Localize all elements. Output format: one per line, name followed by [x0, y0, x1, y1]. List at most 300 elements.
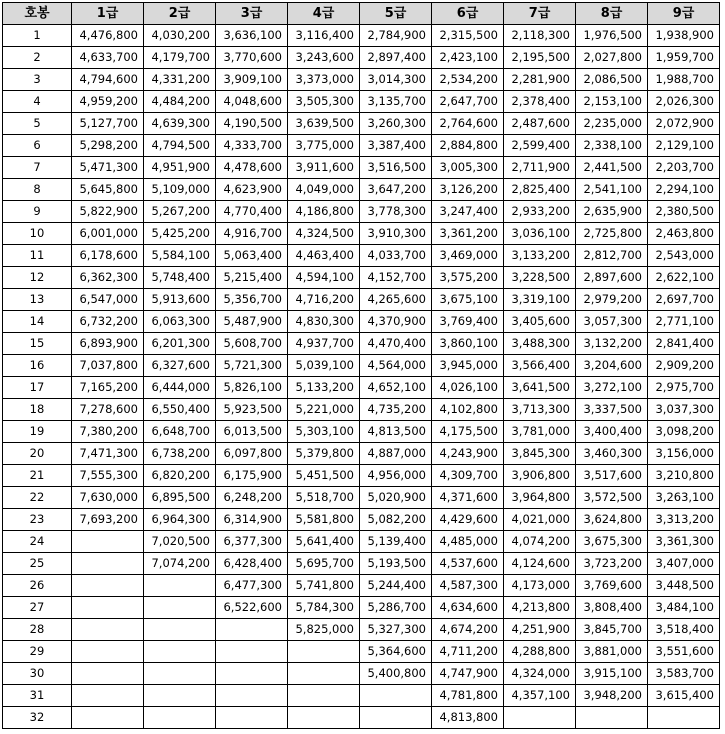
salary-cell: 5,487,900	[216, 311, 288, 333]
salary-cell: 3,636,100	[216, 25, 288, 47]
salary-cell: 4,781,800	[432, 685, 504, 707]
table-row	[3, 289, 720, 311]
table-row	[3, 135, 720, 157]
salary-cell: 3,448,500	[648, 575, 720, 597]
salary-cell: 4,916,700	[216, 223, 288, 245]
table-row	[3, 619, 720, 641]
salary-cell: 6,893,900	[72, 333, 144, 355]
salary-cell: 4,324,000	[504, 663, 576, 685]
table-header	[3, 3, 720, 25]
salary-cell: 5,193,500	[360, 553, 432, 575]
salary-cell: 3,781,000	[504, 421, 576, 443]
salary-cell: 2,027,800	[576, 47, 648, 69]
salary-cell: 2,622,100	[648, 267, 720, 289]
salary-cell: 5,748,400	[144, 267, 216, 289]
salary-cell: 4,830,300	[288, 311, 360, 333]
column-header-grade-6: 6급	[432, 3, 504, 25]
salary-cell: 3,945,000	[432, 355, 504, 377]
step-cell: 4	[3, 91, 72, 113]
salary-cell: 2,825,400	[504, 179, 576, 201]
salary-cell: 4,213,800	[504, 597, 576, 619]
salary-cell: 4,956,000	[360, 465, 432, 487]
salary-cell: 7,165,200	[72, 377, 144, 399]
salary-cell: 3,615,400	[648, 685, 720, 707]
salary-cell: 3,037,300	[648, 399, 720, 421]
salary-cell: 3,948,200	[576, 685, 648, 707]
salary-cell: 1,976,500	[576, 25, 648, 47]
salary-cell: 7,278,600	[72, 399, 144, 421]
salary-cell: 6,738,200	[144, 443, 216, 465]
salary-cell: 5,581,800	[288, 509, 360, 531]
table-row	[3, 575, 720, 597]
salary-cell: 5,584,100	[144, 245, 216, 267]
salary-cell: 2,812,700	[576, 245, 648, 267]
step-cell: 32	[3, 707, 72, 729]
salary-cell: 4,639,300	[144, 113, 216, 135]
column-header-grade-2: 2급	[144, 3, 216, 25]
salary-cell: 6,063,300	[144, 311, 216, 333]
salary-cell: 4,152,700	[360, 267, 432, 289]
salary-cell: 4,026,100	[432, 377, 504, 399]
salary-cell: 3,915,100	[576, 663, 648, 685]
salary-cell: 5,451,500	[288, 465, 360, 487]
salary-cell: 4,735,200	[360, 399, 432, 421]
salary-cell	[288, 707, 360, 729]
salary-cell: 2,543,000	[648, 245, 720, 267]
salary-cell: 3,135,700	[360, 91, 432, 113]
salary-cell: 2,281,900	[504, 69, 576, 91]
table-row	[3, 113, 720, 135]
salary-cell: 4,331,200	[144, 69, 216, 91]
step-cell: 21	[3, 465, 72, 487]
salary-cell	[144, 707, 216, 729]
salary-cell: 2,534,200	[432, 69, 504, 91]
table-body	[3, 25, 720, 729]
column-header-grade-5: 5급	[360, 3, 432, 25]
salary-cell: 2,294,100	[648, 179, 720, 201]
salary-cell: 4,959,200	[72, 91, 144, 113]
salary-cell: 5,825,000	[288, 619, 360, 641]
salary-cell: 4,463,400	[288, 245, 360, 267]
salary-cell: 3,860,100	[432, 333, 504, 355]
table-row	[3, 47, 720, 69]
column-header-grade-8: 8급	[576, 3, 648, 25]
salary-cell: 4,251,900	[504, 619, 576, 641]
column-header-step: 호봉	[3, 3, 72, 25]
step-cell: 2	[3, 47, 72, 69]
salary-cell: 3,505,300	[288, 91, 360, 113]
table-row	[3, 245, 720, 267]
salary-cell: 2,541,100	[576, 179, 648, 201]
salary-cell: 3,116,400	[288, 25, 360, 47]
salary-cell: 4,030,200	[144, 25, 216, 47]
salary-cell: 6,314,900	[216, 509, 288, 531]
table-row	[3, 487, 720, 509]
salary-cell: 5,471,300	[72, 157, 144, 179]
salary-cell	[72, 685, 144, 707]
salary-cell	[72, 553, 144, 575]
step-cell: 9	[3, 201, 72, 223]
table-row	[3, 267, 720, 289]
step-cell: 23	[3, 509, 72, 531]
step-cell: 3	[3, 69, 72, 91]
table-row	[3, 311, 720, 333]
salary-cell	[216, 641, 288, 663]
salary-cell: 3,909,100	[216, 69, 288, 91]
salary-cell: 7,555,300	[72, 465, 144, 487]
salary-cell: 3,675,300	[576, 531, 648, 553]
salary-cell	[72, 663, 144, 685]
salary-cell: 4,357,100	[504, 685, 576, 707]
table-row	[3, 69, 720, 91]
salary-cell: 6,248,200	[216, 487, 288, 509]
step-cell: 7	[3, 157, 72, 179]
salary-cell: 2,933,200	[504, 201, 576, 223]
salary-cell: 5,127,700	[72, 113, 144, 135]
salary-cell: 3,778,300	[360, 201, 432, 223]
salary-cell: 5,063,400	[216, 245, 288, 267]
salary-cell: 4,429,600	[432, 509, 504, 531]
table-row	[3, 641, 720, 663]
salary-cell: 3,361,200	[432, 223, 504, 245]
salary-cell: 6,175,900	[216, 465, 288, 487]
step-cell: 6	[3, 135, 72, 157]
salary-cell: 2,380,500	[648, 201, 720, 223]
salary-cell: 4,674,200	[432, 619, 504, 641]
salary-cell: 5,139,400	[360, 531, 432, 553]
salary-cell: 7,074,200	[144, 553, 216, 575]
salary-cell: 5,286,700	[360, 597, 432, 619]
column-header-grade-7: 7급	[504, 3, 576, 25]
salary-cell: 4,887,000	[360, 443, 432, 465]
salary-cell: 3,319,100	[504, 289, 576, 311]
salary-cell: 6,522,600	[216, 597, 288, 619]
salary-cell	[648, 707, 720, 729]
salary-cell: 3,516,500	[360, 157, 432, 179]
step-cell: 11	[3, 245, 72, 267]
salary-cell: 4,190,500	[216, 113, 288, 135]
salary-cell: 4,265,600	[360, 289, 432, 311]
salary-cell: 4,333,700	[216, 135, 288, 157]
salary-cell: 4,794,500	[144, 135, 216, 157]
step-cell: 24	[3, 531, 72, 553]
salary-cell: 3,488,300	[504, 333, 576, 355]
salary-cell: 3,247,400	[432, 201, 504, 223]
table-row	[3, 157, 720, 179]
table-row	[3, 685, 720, 707]
salary-cell: 2,315,500	[432, 25, 504, 47]
step-cell: 25	[3, 553, 72, 575]
salary-cell: 6,428,400	[216, 553, 288, 575]
header-row	[3, 3, 720, 25]
salary-cell: 7,471,300	[72, 443, 144, 465]
step-cell: 15	[3, 333, 72, 355]
salary-cell: 4,813,800	[432, 707, 504, 729]
salary-cell: 4,173,000	[504, 575, 576, 597]
salary-cell: 2,697,700	[648, 289, 720, 311]
salary-cell: 5,741,800	[288, 575, 360, 597]
salary-cell: 3,713,300	[504, 399, 576, 421]
salary-cell: 4,623,900	[216, 179, 288, 201]
salary-cell: 2,711,900	[504, 157, 576, 179]
salary-cell	[72, 619, 144, 641]
column-header-grade-1: 1급	[72, 3, 144, 25]
step-cell: 22	[3, 487, 72, 509]
salary-cell: 2,441,500	[576, 157, 648, 179]
salary-cell: 2,884,800	[432, 135, 504, 157]
salary-cell: 4,951,900	[144, 157, 216, 179]
salary-cell: 6,732,200	[72, 311, 144, 333]
step-cell: 13	[3, 289, 72, 311]
salary-cell: 4,537,600	[432, 553, 504, 575]
salary-cell: 2,423,100	[432, 47, 504, 69]
salary-cell: 4,484,200	[144, 91, 216, 113]
salary-cell: 7,630,000	[72, 487, 144, 509]
salary-cell: 4,049,000	[288, 179, 360, 201]
salary-cell	[288, 663, 360, 685]
salary-cell: 4,770,400	[216, 201, 288, 223]
salary-cell: 6,477,300	[216, 575, 288, 597]
salary-cell: 4,033,700	[360, 245, 432, 267]
salary-cell: 3,407,000	[648, 553, 720, 575]
salary-cell: 6,097,800	[216, 443, 288, 465]
table-row	[3, 553, 720, 575]
salary-cell: 5,364,600	[360, 641, 432, 663]
salary-cell: 3,624,800	[576, 509, 648, 531]
salary-cell	[216, 707, 288, 729]
salary-cell: 2,195,500	[504, 47, 576, 69]
table-row	[3, 333, 720, 355]
salary-cell: 3,210,800	[648, 465, 720, 487]
salary-cell: 2,897,400	[360, 47, 432, 69]
salary-cell: 3,769,400	[432, 311, 504, 333]
step-cell: 16	[3, 355, 72, 377]
step-cell: 1	[3, 25, 72, 47]
salary-cell: 5,923,500	[216, 399, 288, 421]
salary-cell: 3,133,200	[504, 245, 576, 267]
salary-cell: 2,203,700	[648, 157, 720, 179]
salary-cell: 4,186,800	[288, 201, 360, 223]
salary-cell: 4,711,200	[432, 641, 504, 663]
salary-cell	[72, 707, 144, 729]
salary-cell: 3,260,300	[360, 113, 432, 135]
step-cell: 5	[3, 113, 72, 135]
table-row	[3, 465, 720, 487]
salary-cell: 3,639,500	[288, 113, 360, 135]
salary-cell: 5,082,200	[360, 509, 432, 531]
salary-cell: 6,648,700	[144, 421, 216, 443]
salary-cell: 6,327,600	[144, 355, 216, 377]
salary-cell: 2,841,400	[648, 333, 720, 355]
salary-cell	[144, 619, 216, 641]
salary-cell: 3,460,300	[576, 443, 648, 465]
salary-cell: 5,215,400	[216, 267, 288, 289]
salary-cell: 6,895,500	[144, 487, 216, 509]
salary-cell: 2,118,300	[504, 25, 576, 47]
step-cell: 30	[3, 663, 72, 685]
salary-cell: 4,476,800	[72, 25, 144, 47]
salary-cell: 3,910,300	[360, 223, 432, 245]
salary-cell: 7,020,500	[144, 531, 216, 553]
salary-cell: 3,014,300	[360, 69, 432, 91]
table-row	[3, 531, 720, 553]
step-cell: 31	[3, 685, 72, 707]
salary-cell: 3,057,300	[576, 311, 648, 333]
salary-cell: 5,518,700	[288, 487, 360, 509]
step-cell: 19	[3, 421, 72, 443]
salary-cell: 4,021,000	[504, 509, 576, 531]
salary-cell: 2,784,900	[360, 25, 432, 47]
step-cell: 27	[3, 597, 72, 619]
salary-cell: 4,370,900	[360, 311, 432, 333]
salary-cell: 2,599,400	[504, 135, 576, 157]
salary-cell: 4,633,700	[72, 47, 144, 69]
salary-cell	[216, 663, 288, 685]
salary-cell: 2,338,100	[576, 135, 648, 157]
salary-cell: 3,906,800	[504, 465, 576, 487]
salary-cell: 3,484,100	[648, 597, 720, 619]
salary-cell	[144, 663, 216, 685]
salary-cell: 4,074,200	[504, 531, 576, 553]
salary-cell: 4,564,000	[360, 355, 432, 377]
salary-cell: 5,400,800	[360, 663, 432, 685]
salary-cell	[144, 575, 216, 597]
salary-cell: 3,775,000	[288, 135, 360, 157]
salary-cell: 3,575,200	[432, 267, 504, 289]
salary-cell: 4,587,300	[432, 575, 504, 597]
table-row	[3, 509, 720, 531]
salary-cell: 4,716,200	[288, 289, 360, 311]
salary-cell: 3,373,000	[288, 69, 360, 91]
salary-cell: 3,337,500	[576, 399, 648, 421]
step-cell: 26	[3, 575, 72, 597]
salary-cell: 4,175,500	[432, 421, 504, 443]
salary-cell: 2,153,100	[576, 91, 648, 113]
salary-cell: 5,822,900	[72, 201, 144, 223]
salary-cell: 3,881,000	[576, 641, 648, 663]
salary-cell: 3,551,600	[648, 641, 720, 663]
salary-cell: 4,124,600	[504, 553, 576, 575]
salary-cell: 5,133,200	[288, 377, 360, 399]
step-cell: 12	[3, 267, 72, 289]
salary-cell: 3,400,400	[576, 421, 648, 443]
salary-cell: 6,820,200	[144, 465, 216, 487]
salary-cell: 4,102,800	[432, 399, 504, 421]
salary-cell: 6,444,000	[144, 377, 216, 399]
salary-cell: 4,634,600	[432, 597, 504, 619]
salary-cell: 7,380,200	[72, 421, 144, 443]
table-row	[3, 443, 720, 465]
salary-cell: 4,243,900	[432, 443, 504, 465]
salary-cell: 1,938,900	[648, 25, 720, 47]
salary-cell: 3,036,100	[504, 223, 576, 245]
salary-cell: 3,243,600	[288, 47, 360, 69]
salary-cell: 3,641,500	[504, 377, 576, 399]
table-row	[3, 355, 720, 377]
salary-cell: 2,764,600	[432, 113, 504, 135]
salary-cell: 7,037,800	[72, 355, 144, 377]
salary-cell: 3,272,100	[576, 377, 648, 399]
salary-cell: 3,583,700	[648, 663, 720, 685]
salary-cell: 2,725,800	[576, 223, 648, 245]
salary-cell: 3,132,200	[576, 333, 648, 355]
salary-cell: 6,362,300	[72, 267, 144, 289]
salary-cell: 3,387,400	[360, 135, 432, 157]
salary-cell: 2,026,300	[648, 91, 720, 113]
salary-cell: 6,178,600	[72, 245, 144, 267]
salary-cell: 3,518,400	[648, 619, 720, 641]
salary-cell: 3,469,000	[432, 245, 504, 267]
salary-cell: 5,267,200	[144, 201, 216, 223]
table-row	[3, 707, 720, 729]
salary-cell: 5,784,300	[288, 597, 360, 619]
salary-cell: 4,324,500	[288, 223, 360, 245]
salary-cell: 4,794,600	[72, 69, 144, 91]
salary-cell: 4,179,700	[144, 47, 216, 69]
salary-cell	[360, 685, 432, 707]
salary-cell: 5,379,800	[288, 443, 360, 465]
salary-cell: 6,547,000	[72, 289, 144, 311]
step-cell: 29	[3, 641, 72, 663]
column-header-grade-4: 4급	[288, 3, 360, 25]
salary-cell: 3,228,500	[504, 267, 576, 289]
salary-cell	[360, 707, 432, 729]
salary-cell: 3,405,600	[504, 311, 576, 333]
step-cell: 10	[3, 223, 72, 245]
salary-cell: 4,309,700	[432, 465, 504, 487]
salary-cell: 3,770,600	[216, 47, 288, 69]
salary-cell	[576, 707, 648, 729]
salary-table	[2, 2, 720, 729]
table-row	[3, 91, 720, 113]
salary-cell: 3,675,100	[432, 289, 504, 311]
salary-cell: 5,298,200	[72, 135, 144, 157]
salary-cell: 4,594,100	[288, 267, 360, 289]
salary-cell: 3,204,600	[576, 355, 648, 377]
salary-cell: 5,020,900	[360, 487, 432, 509]
salary-cell: 2,235,000	[576, 113, 648, 135]
salary-cell: 6,001,000	[72, 223, 144, 245]
salary-cell: 4,937,700	[288, 333, 360, 355]
table-row	[3, 399, 720, 421]
salary-cell: 2,487,600	[504, 113, 576, 135]
salary-cell: 5,221,000	[288, 399, 360, 421]
salary-cell: 5,109,000	[144, 179, 216, 201]
salary-cell: 4,485,000	[432, 531, 504, 553]
step-cell: 18	[3, 399, 72, 421]
salary-cell: 6,377,300	[216, 531, 288, 553]
salary-cell: 3,845,700	[576, 619, 648, 641]
salary-cell: 4,478,600	[216, 157, 288, 179]
salary-cell: 2,897,600	[576, 267, 648, 289]
salary-cell: 2,647,700	[432, 91, 504, 113]
step-cell: 20	[3, 443, 72, 465]
salary-cell: 5,695,700	[288, 553, 360, 575]
salary-cell: 2,975,700	[648, 377, 720, 399]
salary-cell: 3,572,500	[576, 487, 648, 509]
salary-cell: 5,327,300	[360, 619, 432, 641]
table-row	[3, 179, 720, 201]
salary-cell: 3,005,300	[432, 157, 504, 179]
salary-cell	[144, 597, 216, 619]
step-cell: 8	[3, 179, 72, 201]
salary-cell: 3,098,200	[648, 421, 720, 443]
salary-cell: 3,517,600	[576, 465, 648, 487]
salary-cell: 3,263,100	[648, 487, 720, 509]
salary-cell: 6,964,300	[144, 509, 216, 531]
salary-cell	[288, 641, 360, 663]
salary-cell: 4,048,600	[216, 91, 288, 113]
